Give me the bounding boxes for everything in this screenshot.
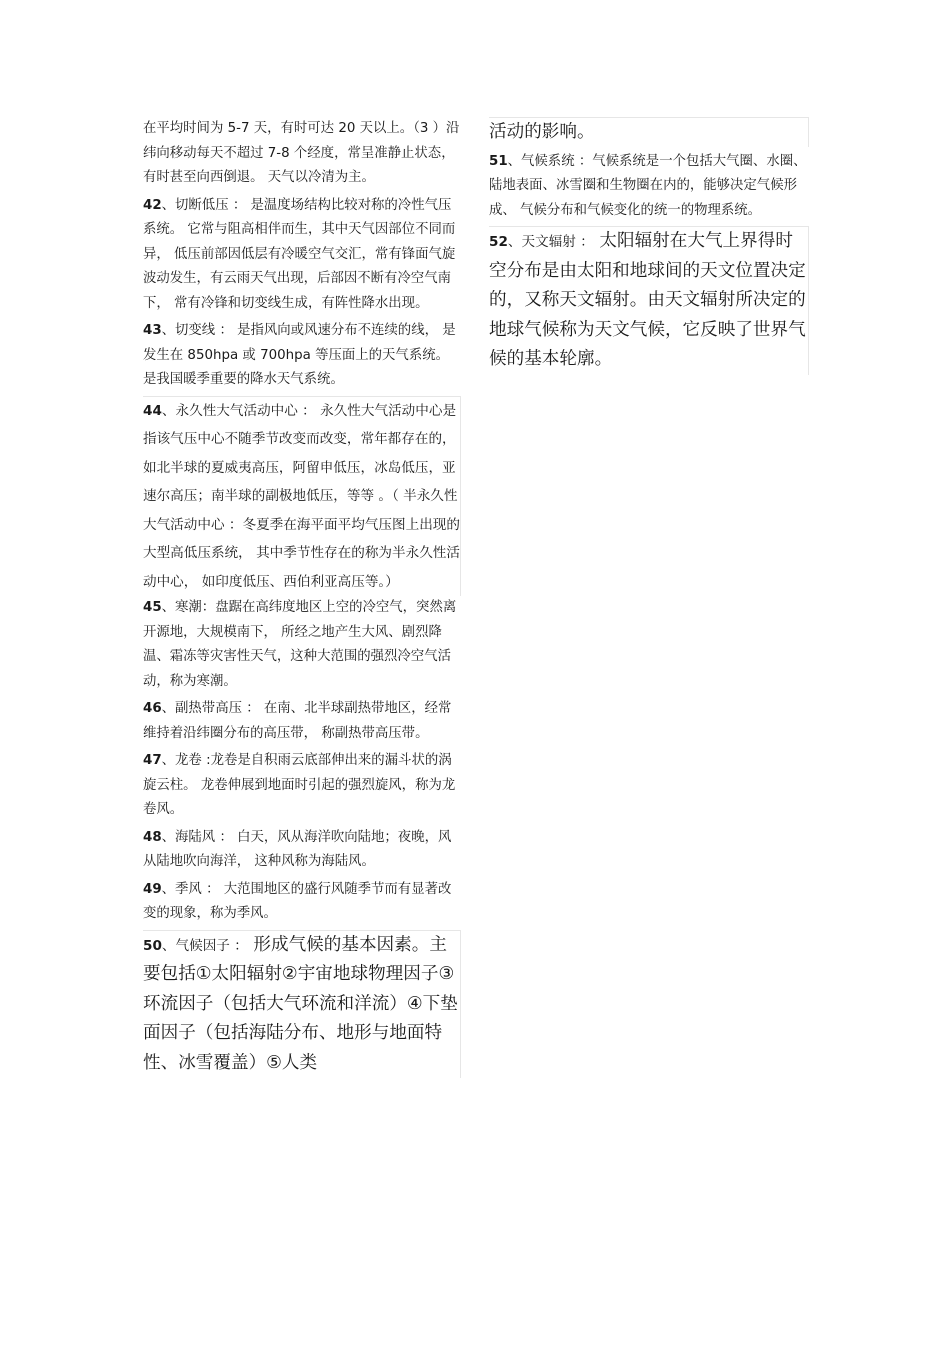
item-number: 47 bbox=[143, 753, 162, 768]
paragraph-50-climate-factors bbox=[143, 930, 461, 1079]
paragraph-46-subtropical-high bbox=[143, 697, 461, 746]
term-title: 、副热带高压 ： bbox=[161, 701, 260, 716]
item-number: 43 bbox=[143, 323, 162, 338]
paragraph-52-astronomical-radiation bbox=[489, 226, 809, 375]
term-title: 、气候因子 ： bbox=[161, 937, 248, 954]
term-title: 、龙卷 : bbox=[161, 753, 211, 768]
term-definition: 在南、北半球副热带地区，经常维持着沿纬圈分布的高压带， 称副热带高压带。 bbox=[143, 701, 452, 741]
term-definition: 永久性大气活动中心是指该气压中心不随季节改变而改变，常年都存在的，如北半球的夏威夷高压，阿留申低压，冰岛低压，亚速尔高压；南半球的副极地低压，等等 。（ 半永久性大气活动中心 ：冬夏季在海平面平均气压图上出现的大型高低压系统， 其中季节性存在的称为半永久性活动中心， 如印度低压、西伯利亚高压等。） bbox=[143, 402, 460, 590]
term-title: 、永久性大气活动中心 ： bbox=[161, 402, 316, 419]
term-definition: 是温度场结构比较对称的冷性气压系统。 它常与阻高相伴而生，其中天气因部位不同而异， 低压前部因低层有冷暖空气交汇，常有锋面气旋波动发生，有云雨天气出现，后部因不断有冷空气南下， 常有冷锋和切变线生成，有阵性降水出现。 bbox=[143, 197, 456, 311]
term-definition: 大范围地区的盛行风随季节而有显著改变的现象，称为季风。 bbox=[143, 881, 452, 921]
term-definition: 龙卷是自积雨云底部伸出来的漏斗状的涡旋云柱。 龙卷伸展到地面时引起的强烈旋风，称为龙卷风。 bbox=[143, 753, 456, 817]
paragraph-45-cold-wave bbox=[143, 596, 461, 694]
item-number: 44 bbox=[143, 402, 162, 419]
item-number: 51 bbox=[489, 153, 508, 169]
term-title: 、季风 ： bbox=[161, 881, 220, 897]
paragraph-48-sea-land-breeze bbox=[143, 826, 461, 875]
term-definition: 太阳辐射在大气上界得时空分布是由太阳和地球间的天文位置决定的，又称天文辐射。由天文辐射所决定的地球气候称为天文气候，它反映了世界气候的基本轮廓。 bbox=[489, 231, 806, 369]
item-number: 49 bbox=[143, 881, 162, 897]
paragraph-42-cut-off-low bbox=[143, 194, 461, 317]
right-column bbox=[489, 117, 809, 375]
term-title: 、切断低压 ： bbox=[161, 197, 247, 213]
term-title: 、气候系统 ： bbox=[507, 153, 593, 169]
item-number: 46 bbox=[143, 701, 162, 716]
paragraph-41-continued: 在平均时间为 5-7 天，有时可达 20 天以上。（3 ）沿纬向移动每天不超过 7-8 个经度，常呈准静止状态， 有时甚至向西倒退。 天气以冷清为主。 bbox=[143, 121, 460, 185]
term-title: 、切变线 ： bbox=[161, 323, 233, 338]
term-definition: 白天，风从海洋吹向陆地；夜晚，风从陆地吹向海洋， 这种风称为海陆风。 bbox=[143, 829, 452, 869]
item-number: 45 bbox=[143, 600, 162, 615]
left-column bbox=[143, 117, 461, 1078]
paragraph-47-tornado bbox=[143, 749, 461, 823]
item-number: 42 bbox=[143, 197, 162, 213]
paragraph-51-climate-system bbox=[489, 150, 809, 224]
term-definition: 是指风向或风速分布不连续的线， 是发生在 850hpa 或 700hpa 等压面上的天气系统。是我国暖季重要的降水天气系统。 bbox=[143, 323, 456, 387]
paragraph-50-continued: 活动的影响。 bbox=[489, 117, 809, 147]
term-definition: 气候系统是一个包括大气圈、水圈、陆地表面、冰雪圈和生物圈在内的，能够决定气候形成、 气候分布和气候变化的统一的物理系统。 bbox=[489, 153, 807, 218]
paragraph-44-permanent-action-center bbox=[143, 396, 461, 597]
paragraph-43-shear-line bbox=[143, 319, 461, 393]
term-title: 、寒潮： bbox=[161, 600, 216, 615]
paragraph-49-monsoon bbox=[143, 878, 461, 927]
item-number: 48 bbox=[143, 829, 162, 845]
term-title: 、海陆风 ： bbox=[161, 829, 233, 845]
term-definition: 盘踞在高纬度地区上空的冷空气，突然离开源地，大规模南下， 所经之地产生大风、剧烈降温、霜冻等灾害性天气，这种大范围的强烈冷空气活动，称为寒潮。 bbox=[143, 600, 457, 689]
item-number: 50 bbox=[143, 937, 162, 954]
term-definition: 形成气候的基本因素。主要包括①太阳辐射②宇宙地球物理因子③环流因子（包括大气环流和洋流）④下垫面因子（包括海陆分布、地形与地面特性、冰雪覆盖）⑤人类 bbox=[143, 934, 458, 1073]
term-title: 、天文辐射 ： bbox=[507, 234, 594, 250]
item-number: 52 bbox=[489, 234, 508, 250]
